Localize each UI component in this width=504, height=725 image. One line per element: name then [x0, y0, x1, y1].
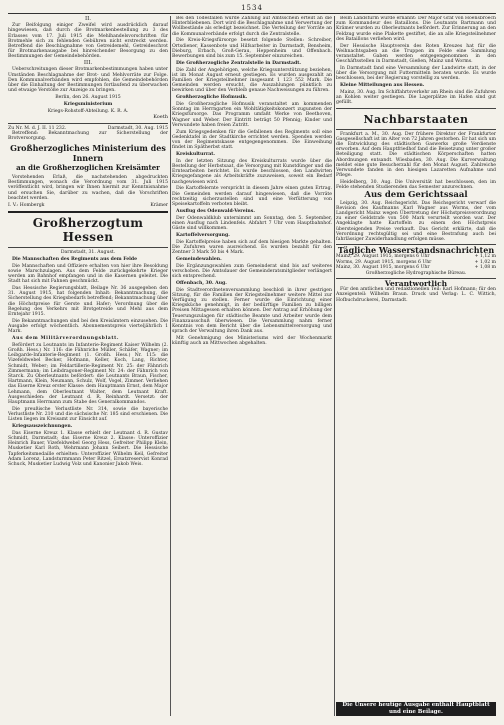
water-value: + 1,12 m	[474, 254, 496, 260]
column-middle	[172, 16, 332, 716]
paragraph: Mit Genehmigung des Ministeriums wird der Wochenmarkt künftig auch an Mittwochen abgehalten.	[172, 336, 332, 347]
paragraph: In der letzten Sitzung des Kreiskulturrats wurde über die Bestellung der Herbstsaat, die Versorgung mit Kunstdünger und die Erntearbeiten berichtet. Es wurde beschlossen, den Landwirten Kriegsgefangene als Arbeitskräfte zuzuweisen, soweit ein Bedarf nachgewiesen wird.	[172, 158, 332, 185]
paragraph: Heidelberg, 30. Aug. Die Universität hat beschlossen, den im Felde stehenden Studierenden das Semester anzurechnen.	[336, 180, 496, 191]
date-line: Berlin, den 26. August 1915	[55, 95, 121, 101]
reference-number: Zu Nr. M. d. J. II. 11 232.	[8, 125, 67, 131]
divider	[336, 108, 496, 109]
dateline: Offenbach, 30. Aug.	[176, 280, 227, 286]
paragraph: Mainz, 30. Aug. Im Schiffahrtsverkehr am Rhein sind die Zufuhren an Kohlen weiter gestiegen. Die Lagerplätze im Hafen sind gut gefüllt.	[336, 90, 496, 106]
paragraph: Der Odenwaldklub unternimmt am Sonntag, den 5. September, einen Ausflug nach Lindenfels. Abfahrt 7 Uhr vom Hauptbahnhof. Gäste sind willkommen.	[172, 215, 332, 232]
column-divider	[170, 16, 171, 716]
paragraph: Die Ergänzungswahlen zum Gemeinderat sind bis auf weiteres verschoben. Die Amtsdauer der Gemeinderatsmitglieder verlängert sich entsprechend.	[172, 263, 332, 280]
water-level-table	[336, 254, 496, 270]
section-heading-hessen: Großherzogtum Hessen	[32, 215, 144, 244]
water-place: Worms, 29. August 1915, morgens 6 Uhr	[336, 259, 432, 265]
article-title: Die Mannschaften des Regiments aus dem Felde	[12, 256, 138, 262]
page-number: 1534	[241, 4, 263, 12]
water-value: + 1,08 m	[474, 265, 496, 271]
article-title: Ausflug des Odenwald-Vereins.	[176, 208, 255, 214]
water-value: + 1,02 m	[474, 259, 496, 265]
paragraph: Bei den Todesfällen wurde Zahlung auf Amtsschein erteilt an die Hinterbliebenen. Dort wird die Beschlagnahme und Verwertung der Wollbestände als erledigt bezeichnet. Die Verteilung der Vorräte an die Kommunalverbände erfolgt durch die Zentralstelle.	[172, 16, 332, 37]
paragraph: Zum Kriegsgedenken für die Gefallenen des Regiments soll eine Gedenktafel in der Stadtkirche errichtet werden. Spenden werden von der Regimentskasse entgegengenommen. Die Einweihung findet im Spätherbst statt.	[172, 129, 332, 151]
section-number: II.	[84, 16, 92, 22]
water-note: Großherzogliche Hydrographische Büreau.	[365, 270, 467, 276]
article-title: Aus dem Militärverordnungsblatt.	[12, 335, 120, 341]
paragraph: Die Zahl der Angehörigen, welche Kriegsunterstützung beziehen, ist im Monat August erneut gestiegen. Es wurden ausgezahlt an Familien der Kriegsteilnehmer insgesamt 1 123 552 Mark. Die Gemeinden werden ersucht, die Auszahlungen pünktlich zu bewirken und über den Verbleib genaue Nachweisungen zu führen.	[172, 67, 332, 94]
responsibility-text: Für den amtlichen und redaktionellen Teil: Karl Hofmann; für den Anzeigenteil: Wilhelm Braun. Druck und Verlag: L. C. Wittich, Hofbuchdruckerei, Darmstadt.	[336, 287, 496, 303]
paragraph: Zur Beifolgung einiger Zweifel wird ausdrücklich darauf hingewiesen, daß durch die Brotmarkenbestellung zu 3 des Erlasses vom 17. Juli 1915 die Mehlhandelsvorschriften für Brotmehle sich zu fehlenden Gebühren nicht erstreckt werden. Betreffend die Beschlagnahme von Getreidemehl, Getreideschrot für Brotmarkenausgabe bei hinreichender Besorgung zu den Bestimmungen der Gemeindebehörden.	[8, 23, 168, 60]
article-title: Gemeindewahlen.	[176, 256, 222, 262]
paragraph: Beim Landsturm wurde ernannt: Der Major Graf von Hoensbroech zum Kommandeur des Bataillons. Die Leutnants Bartmann und Krämer wurden zu Oberleutnants befördert. Zur Erinnerung an den Feldzug wurde eine Plakette gestiftet, die an alle Kriegsteilnehmer des Bataillons verliehen wird.	[336, 16, 496, 42]
dateline: Darmstadt, 31. August.	[60, 249, 116, 255]
responsibility-heading: Verantwortlich	[384, 278, 448, 288]
paragraph: Die Kartoffelpreise haben sich auf dem hiesigen Markte gehalten. Die Zufuhren waren ausreichend. Es wurden bezahlt für den Zentner 3 Mark 50 bis 4 Mark.	[172, 239, 332, 256]
water-level-heading: Tägliche Wasserstandsnachrichten	[337, 245, 495, 256]
paragraph: Das Hessische Regierungsblatt, Beilage Nr. 36 ausgegeben den 31. August 1915, hat folgenden Inhalt: Bekanntmachung, die Sicherstellung des Kriegsbedarfs betreffend; Bekanntmachung über die Höchstpreise für Gerste und Hafer; Verordnung über die Regelung des Verkehrs mit Brotgetreide und Mehl aus dem Erntejahr 1915.	[8, 285, 168, 317]
paragraph: Die Bekanntmachungen sind bei den Kreisämtern einzusehen. Die Ausgabe erfolgt wöchentlich. Abonnementspreis vierteljährlich 1 Mark.	[8, 318, 168, 335]
footer-notice: Die Unsere heutige Ausgabe enthält Hauptblatt und eine Beilage.	[336, 702, 496, 716]
reference-date: Darmstadt, 30. Aug. 1915	[107, 125, 168, 131]
section-heading-nachbarstaaten: Nachbarstaaten	[363, 112, 469, 126]
article-title: Großherzogliche Hofmusik.	[176, 95, 248, 101]
article-title: Kartoffelversorgung.	[176, 232, 230, 238]
issuer-dept: Kriegs-Rohstoff-Abteilung. K. R. A.	[47, 108, 129, 114]
article-title: Kleine Mitteilungen aus Hessen.	[340, 83, 425, 89]
ministry-subheading: an die Großherzoglichen Kreisämter	[16, 163, 160, 173]
water-place: Mainz, 29. August 1915, morgens 6 Uhr	[336, 254, 430, 260]
paragraph: Die preußische Verlustliste Nr. 314, sowie die bayerische Verlustliste Nr. 210 und die sächsische Nr. 185 sind erschienen. Die Listen liegen im Kreisamt zur Einsicht auf.	[8, 406, 168, 423]
paragraph: Das Eiserne Kreuz 1. Klasse erhielt der Leutnant d. R. Gustav Schmidt, Darmstadt; das Eiserne Kreuz 2. Klasse: Unteroffizier Heinrich Bauer, Vizefeldwebel Georg Hess, Gefreiter Philipp Klein, Musketier Karl Roth, Wehrmann Johann Seibert. Die Hessische Tapferkeitsmedaille erhielten: Unteroffizier Wilhelm Keil, Gefreiter Adam Lorenz, Landsturmmann Peter Ritzel, Ersatzreservist Konrad Schuck, Musketier Ludwig Volz und Kanonier Jakob Weis.	[8, 430, 168, 468]
water-place: Mainz, 30. August 1915, morgens 6 Uhr	[336, 265, 430, 271]
article-title: Kreiskulturrat.	[176, 152, 215, 158]
paragraph: Die Kartoffelernte verspricht in diesem Jahre einen guten Ertrag. Die Gemeinden werden darauf hingewiesen, daß die Vorräte rechtzeitig sicherzustellen sind und eine Verfütterung von Speisekartoffeln verboten bleibt.	[172, 186, 332, 208]
newspaper-page	[8, 4, 496, 720]
column-right	[336, 16, 496, 716]
section-number: III.	[83, 60, 93, 67]
section-divider	[8, 211, 168, 213]
column-divider	[334, 16, 335, 716]
paragraph: Vorstehenden Erlaß, die nachstehenden abgedruckten Bestimmungen, wonach die Verordnung vom 31. Juli 1915 veröffentlicht wird, bringen wir Ihnen hiermit zur Kenntnisnahme und ersuchen Sie, darüber zu wachen, daß die Vorschriften beachtet werden.	[8, 174, 168, 201]
divider	[8, 247, 168, 248]
subject-line: Betreffend: Bekanntmachung zur Sicherstellung der Brotversorgung.	[8, 131, 168, 142]
paragraph: Die Großherzogliche Hofmusik veranstaltet am kommenden Sonntag im Herrngarten ein Wohltätigkeitskonzert zugunsten der Kriegsfürsorge. Das Programm umfaßt Werke von Beethoven, Wagner und Weber. Der Eintritt beträgt 50 Pfennig; Kinder und Verwundete haben freien Zutritt.	[172, 102, 332, 128]
issuer-signature: Koeth	[153, 114, 168, 121]
paragraph: Die Mannschaften und Offiziere erhalten von hier ihre Besoldung sowie Marschzulagen. Aus dem Felde zurückgekehrte Krieger werden am Bahnhof empfangen und in die Kasernen geleitet. Die Stadt hat sich mit Fahnen geschmückt.	[8, 263, 168, 285]
paragraph: Ueberschreitungen dieser Brotmarkenbestimmungen haben unter Umständen Beschlagnahme der Brot- und Mehlvorräte zur Folge. Den Kommunalverbänden wird empfohlen, die Gemeindebehörden über die Einhaltung der Bestimmungen fortlaufend zu überwachen und etwaige Verstöße zur Anzeige zu bringen.	[8, 67, 168, 94]
issuer-title: Kriegsministerium	[63, 101, 113, 107]
paragraph: Befördert zu Leutnants im Infanterie-Regiment Kaiser Wilhelm (2. Großh. Hess.) Nr. 116: die Fähnriche Müller, Schäfer, Wagner; im Leibgarde-Infanterie-Regiment (1. Großh. Hess.) Nr. 115: die Vizefeldwebel Becker, Hofmann, Keller, Koch, Lang, Richter, Schmidt, Weber; im Feldartillerie-Regiment Nr. 25: der Fähnrich Zimmermann; im Leibdragoner-Regiment Nr. 24: der Fähnrich von Starck. Zu Oberleutnants befördert: die Leutnants Braun, Fischer, Hartmann, Klein, Neumann, Schulz, Wolf, Vogel, Zimmer. Verliehen das Eiserne Kreuz erster Klasse: dem Hauptmann Ernst, dem Major Lehmann, dem Oberleutnant Walter, dem Leutnant Kraft. Ausgeschieden: der Leutnant d. R. Reinhardt. Versetzt: der Hauptmann Herrmann zum Stabe des Generalkommandos.	[8, 342, 168, 405]
column-left	[8, 16, 168, 716]
signature-line	[8, 203, 168, 208]
signature-left: I. V.: Hombergk	[8, 202, 45, 208]
article-title: Die Großherzogliche Zentralstelle in Darmstadt.	[176, 60, 301, 66]
section-heading-gerichtssaal: Aus dem Gerichtssaal	[364, 190, 468, 201]
signature-right: Krämer	[150, 202, 168, 208]
paragraph: In Darmstadt fand eine Versammlung der Landwirte statt, in der über die Versorgung mit Futtermitteln beraten wurde. Es wurde beschlossen, bei der Regierung vorstellig zu werden.	[336, 66, 496, 82]
paragraph: Die Kreis-Kriegsfürsorge besetzt folgende Stellen: Schreiber, Ortsdiener, Kassenbote und Hilfsarbeiter in Darmstadt, Bensheim, Dieburg, Erbach, Groß-Gerau, Heppenheim und Offenbach. Bewerbungen sind bis zum 15. September einzureichen.	[172, 38, 332, 60]
ministry-heading: Großherzogliches Ministerium des Innern	[10, 143, 166, 164]
divider	[336, 129, 496, 130]
article-title: Kriegsauszeichnungen.	[12, 424, 73, 429]
paragraph: Leipzig, 30. Aug. Reichsgericht. Das Reichsgericht verwarf die Revision des Kaufmanns Karl Wagner aus Worms, der vom Landgericht Mainz wegen Übertretung der Höchstpreisverordnung zu einer Geldstrafe von 500 Mark verurteilt worden war. Der Angeklagte hatte Kartoffeln zu einem den Höchstpreis übersteigenden Preise verkauft. Das Gericht erklärte, daß die Verordnung rechtsgültig sei und eine Bestrafung auch bei fahrlässiger Zuwiderhandlung erfolgen müsse.	[336, 200, 496, 243]
paragraph: Die Stadtverordnetenversammlung beschloß in ihrer gestrigen Sitzung, für die Familien der Kriegsteilnehmer weitere Mittel zur Verfügung zu stellen. Ferner wurde die Einrichtung einer Kriegsküche genehmigt, in der bedürftige Familien zu billigen Preisen Mittagessen erhalten können. Der Antrag auf Erhöhung der Teuerungszulagen für städtische Beamte und Arbeiter wurde dem Finanzausschuß überwiesen. Die Versammlung nahm ferner Kenntnis von dem Bericht über die Lebensmittelversorgung und sprach der Verwaltung ihren Dank aus.	[172, 287, 332, 335]
divider	[8, 123, 168, 124]
paragraph: Frankfurt a. M., 30. Aug. Der frühere Direktor der Frankfurter Gasgesellschaft ist im Alter von 72 Jahren gestorben. Er hat sich um die Entwicklung des städtischen Gaswerks große Verdienste erworben. Auf dem Hauptfriedhof fand die Beisetzung unter großer Beteiligung statt. Die städtischen Körperschaften hatten Abordnungen entsandt. Wiesbaden, 30. Aug. Die Kurverwaltung meldet eine gute Besucherzahl für den Monat August. Zahlreiche Verwundete fanden in den hiesigen Lazaretten Aufnahme und Pflege.	[336, 131, 496, 179]
top-rule	[8, 13, 496, 14]
paragraph: Der Hessische Hauptverein des Roten Kreuzes hat für die Weihnachtsgaben an die Truppen im Felde eine Sammlung veranstaltet. Gaben werden entgegengenommen in den Geschäftsstellen in Darmstadt, Gießen, Mainz und Worms.	[336, 43, 496, 65]
